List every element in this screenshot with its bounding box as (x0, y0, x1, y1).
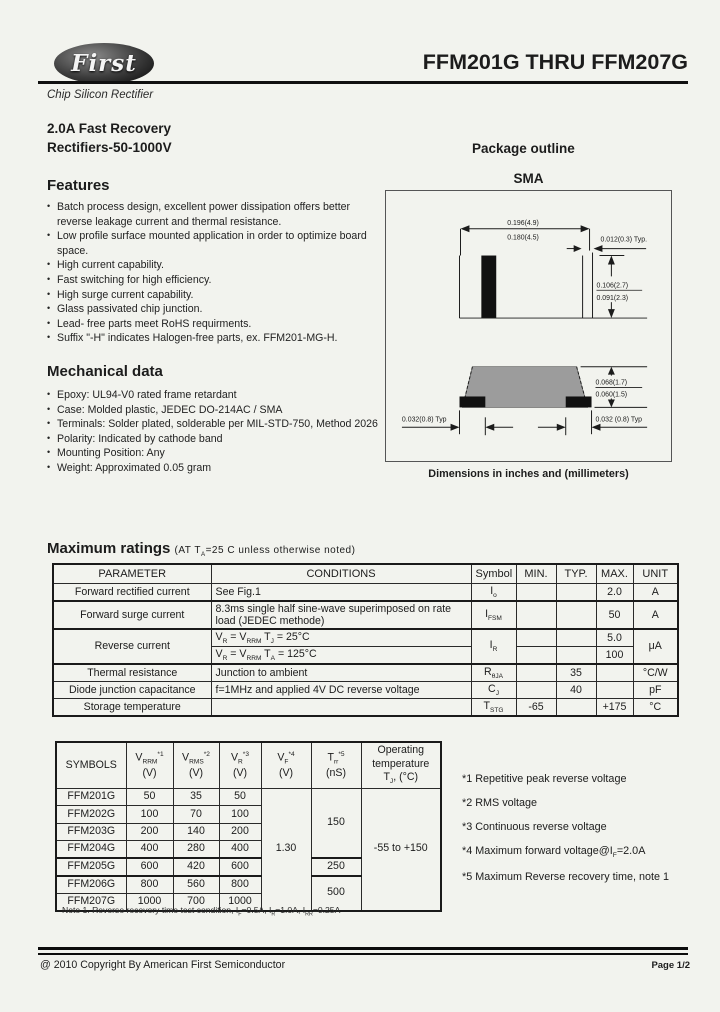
typ-cell (556, 583, 596, 601)
terminal-left (460, 396, 486, 407)
max-cell: 5.0 (596, 629, 633, 647)
footnotes (462, 773, 669, 895)
col-vrms: $V_{RMS}^{*2}$ (V) (173, 742, 219, 788)
max-ratings-heading (47, 540, 355, 558)
dim-height-1: 0.106(2.7) (596, 282, 629, 290)
footer-divider (38, 947, 688, 955)
dim-term-left: 0.032(0.8) Typ (401, 416, 447, 424)
vr-value: 200 (219, 823, 261, 841)
vr-value: 1000 (219, 893, 261, 911)
vrrm-value: 800 (126, 876, 173, 894)
table-row (53, 681, 678, 698)
arrowhead (485, 424, 494, 431)
parameter-cell: Forward surge current (53, 601, 211, 629)
arrowhead (574, 245, 582, 252)
col-operating-temp: Operating temperature $T_J$, (°C) (361, 742, 441, 788)
table-row (53, 601, 678, 629)
vr-value: 400 (219, 841, 261, 859)
brand-logo (54, 43, 154, 84)
vrrm-value: 600 (126, 858, 173, 876)
vrms-value: 700 (173, 893, 219, 911)
arrowhead (451, 424, 460, 431)
mechanical-item: • Terminals: Solder plated, solderable per MIL-STD-750, Method 2026 (47, 417, 385, 432)
symbol-cell: $C_J$ (471, 681, 516, 698)
conditions-cell: f=1MHz and applied 4V DC reverse voltage (211, 681, 471, 698)
arrowhead (608, 309, 615, 318)
table-row (53, 664, 678, 682)
min-cell (516, 601, 556, 629)
mechanical-item: • Epoxy: UL94-V0 rated frame retardant (47, 388, 385, 403)
symbol-cell: $T_{STG}$ (471, 699, 516, 717)
package-name: SMA (513, 171, 544, 186)
table-note: Note 1. Reverse recovery time test condition, $I_F=0.5A$, $I_R=1.0A$, $I_{RR}=0.25A$ (62, 905, 341, 918)
footnote-4: *4 Maximum forward $voltage@I_F=2.0A$ (462, 845, 646, 860)
brand-logo-text: First (71, 50, 137, 77)
max-cell: 2.0 (596, 583, 633, 601)
arrowhead (557, 424, 566, 431)
arrowhead (608, 256, 615, 265)
table-row (53, 629, 678, 647)
feature-item: • Low profile surface mounted application in order to optimize board space. (47, 229, 385, 258)
col-symbol: Symbol (471, 564, 516, 583)
max-ratings-title: Maximum ratings (47, 540, 171, 557)
part-number: FFM207G (56, 893, 126, 911)
max-ratings-table (52, 563, 679, 717)
symbol-cell: $R_{\theta JA}$ (471, 664, 516, 682)
vr-value: 100 (219, 806, 261, 824)
parameter-cell: Thermal resistance (53, 664, 211, 682)
header-divider (38, 81, 688, 84)
product-subtitle-line2: Rectifiers-50-1000V (47, 139, 172, 155)
footnote-1: *1 Repetitive peak reverse voltage (462, 773, 627, 785)
parameter-cell: Storage temperature (53, 699, 211, 717)
footnote-3: *3 Continuous reverse voltage (462, 821, 607, 833)
product-subtitle (47, 120, 172, 158)
vrms-value: 560 (173, 876, 219, 894)
dim-side-h1: 0.068(1.7) (595, 379, 628, 387)
arrowhead (608, 367, 615, 375)
vrms-value: 140 (173, 823, 219, 841)
unit-cell: μA (633, 629, 678, 664)
vr-value: 600 (219, 858, 261, 876)
part-number: FFM204G (56, 841, 126, 859)
terminal-right (566, 396, 592, 407)
vrms-value: 35 (173, 788, 219, 806)
footer-copyright: @ 2010 Copyright By American First Semiconductor (40, 959, 286, 971)
typ-cell (556, 699, 596, 717)
unit-cell: °C/W (633, 664, 678, 682)
col-symbols: SYMBOLS (56, 742, 126, 788)
mechanical-item: • Weight: Approximated 0.05 gram (47, 461, 385, 476)
mechanical-item: • Mounting Position: Any (47, 446, 385, 461)
unit-cell: °C (633, 699, 678, 717)
dimensions-caption: Dimensions in inches and (millimeters) (428, 468, 629, 480)
part-number: FFM201G (56, 788, 126, 806)
col-vrrm: $V_{RRM}^{*1}$ (V) (126, 742, 173, 788)
page-title: FFM201G THRU FFM207G (422, 50, 688, 74)
footnote-5: *5 Maximum Reverse recovery time, note 1 (462, 871, 670, 884)
dim-gap: 0.012(0.3) Typ. (600, 236, 648, 244)
col-max: MAX. (596, 564, 633, 583)
footer-page-number: Page 1/2 (651, 960, 690, 971)
dim-side-h2: 0.060(1.5) (595, 391, 628, 399)
max-cell: 50 (596, 601, 633, 629)
vr-value: 800 (219, 876, 261, 894)
col-vf: $V_F^{*4}$ (V) (261, 742, 311, 788)
vrms-value: 420 (173, 858, 219, 876)
feature-item: • Batch process design, excellent power dissipation offers better reverse leakage current and thermal resistance. (47, 200, 385, 229)
trr-value: 500 (311, 876, 361, 911)
features-list (47, 200, 385, 346)
vrrm-value: 200 (126, 823, 173, 841)
dim-top-width-1: 0.196(4.9) (507, 219, 539, 227)
trr-value: 150 (311, 788, 361, 858)
unit-cell: A (633, 601, 678, 629)
col-parameter: PARAMETER (53, 564, 211, 583)
max-ratings-condition-note: (AT $T_A=25$ C unless otherwise noted) (174, 545, 356, 558)
vrrm-value: 1000 (126, 893, 173, 911)
features-heading: Features (47, 177, 110, 194)
conditions-cell: See Fig.1 (211, 583, 471, 601)
arrowhead (608, 399, 615, 407)
mechanical-heading: Mechanical data (47, 363, 163, 380)
typ-cell (556, 629, 596, 647)
symbol-cell: $I_R$ (471, 629, 516, 664)
feature-item: • Fast switching for high efficiency. (47, 273, 385, 288)
table-row (53, 583, 678, 601)
feature-item: • Lead- free parts meet RoHS requirments. (47, 317, 385, 332)
col-min: MIN. (516, 564, 556, 583)
feature-item: • Suffix "-H" indicates Halogen-free parts, ex. FFM201-MG-H. (47, 331, 385, 346)
dim-term-right: 0.032 (0.8) Typ (595, 416, 643, 424)
part-number: FFM206G (56, 876, 126, 894)
symbol-cell: $I_o$ (471, 583, 516, 601)
conditions-cell: 8.3ms single half sine-wave superimposed on rate load (JEDEC methode) (211, 601, 471, 629)
max-cell: 100 (596, 646, 633, 664)
min-cell (516, 646, 556, 664)
package-outline-svg (386, 191, 671, 461)
min-cell: -65 (516, 699, 556, 717)
typ-cell: 40 (556, 681, 596, 698)
typ-cell (556, 646, 596, 664)
unit-cell: A (633, 583, 678, 601)
device-ratings-header-row (56, 742, 441, 788)
part-number: FFM202G (56, 806, 126, 824)
min-cell (516, 629, 556, 647)
col-conditions: CONDITIONS (211, 564, 471, 583)
vrrm-value: 400 (126, 841, 173, 859)
mechanical-item: • Polarity: Indicated by cathode band (47, 432, 385, 447)
vrrm-value: 100 (126, 806, 173, 824)
col-unit: UNIT (633, 564, 678, 583)
parameter-cell: Diode junction capacitance (53, 681, 211, 698)
conditions-cell (211, 699, 471, 717)
product-subtitle-line1: 2.0A Fast Recovery (47, 121, 172, 136)
vrms-value: 280 (173, 841, 219, 859)
max-cell (596, 664, 633, 682)
typ-cell: 35 (556, 664, 596, 682)
arrowhead (581, 225, 590, 232)
mechanical-item: • Case: Molded plastic, JEDEC DO-214AC / SMA (47, 403, 385, 418)
feature-item: • Glass passivated chip junction. (47, 302, 385, 317)
table-row (56, 788, 441, 806)
arrowhead (461, 225, 470, 232)
part-number: FFM205G (56, 858, 126, 876)
dim-height-2: 0.091(2.3) (596, 295, 629, 303)
col-typ: TYP. (556, 564, 596, 583)
min-cell (516, 583, 556, 601)
dim-top-width-2: 0.180(4.5) (507, 234, 539, 242)
feature-item: • High surge current capability. (47, 288, 385, 303)
conditions-cell: $V_R = V_{RRM}$ $T_J = 25^\circ C$ (211, 629, 471, 647)
arrowhead (594, 245, 603, 252)
parameter-cell: Reverse current (53, 629, 211, 664)
col-vr: $V_R^{*3}$ (V) (219, 742, 261, 788)
device-ratings-table (55, 741, 442, 912)
unit-cell: pF (633, 681, 678, 698)
typ-cell (556, 601, 596, 629)
max-cell: +175 (596, 699, 633, 717)
footnote-2: *2 RMS voltage (462, 797, 538, 809)
part-number: FFM203G (56, 823, 126, 841)
max-ratings-header-row (53, 564, 678, 583)
feature-item: • High current capability. (47, 258, 385, 273)
brand-tagline: Chip Silicon Rectifier (47, 89, 154, 101)
vrrm-value: 50 (126, 788, 173, 806)
vr-value: 50 (219, 788, 261, 806)
table-row (53, 699, 678, 717)
package-outline-heading: Package outline (472, 141, 575, 156)
vf-value: 1.30 (261, 788, 311, 911)
package-outline-drawing (385, 190, 672, 462)
trr-value: 250 (311, 858, 361, 876)
col-trr: $T_{rr}^{*5}$ (nS) (311, 742, 361, 788)
conditions-cell: $V_R = V_{RRM}$ $T_A = 125^\circ C$ (211, 646, 471, 664)
conditions-cell: Junction to ambient (211, 664, 471, 682)
min-cell (516, 664, 556, 682)
arrowhead (592, 424, 601, 431)
parameter-cell: Forward rectified current (53, 583, 211, 601)
symbol-cell: $I_{FSM}$ (471, 601, 516, 629)
max-cell (596, 681, 633, 698)
min-cell (516, 681, 556, 698)
cathode-band (481, 256, 496, 319)
vrms-value: 70 (173, 806, 219, 824)
mechanical-list (47, 388, 385, 476)
temp-range-value: -55 to +150 (361, 788, 441, 911)
